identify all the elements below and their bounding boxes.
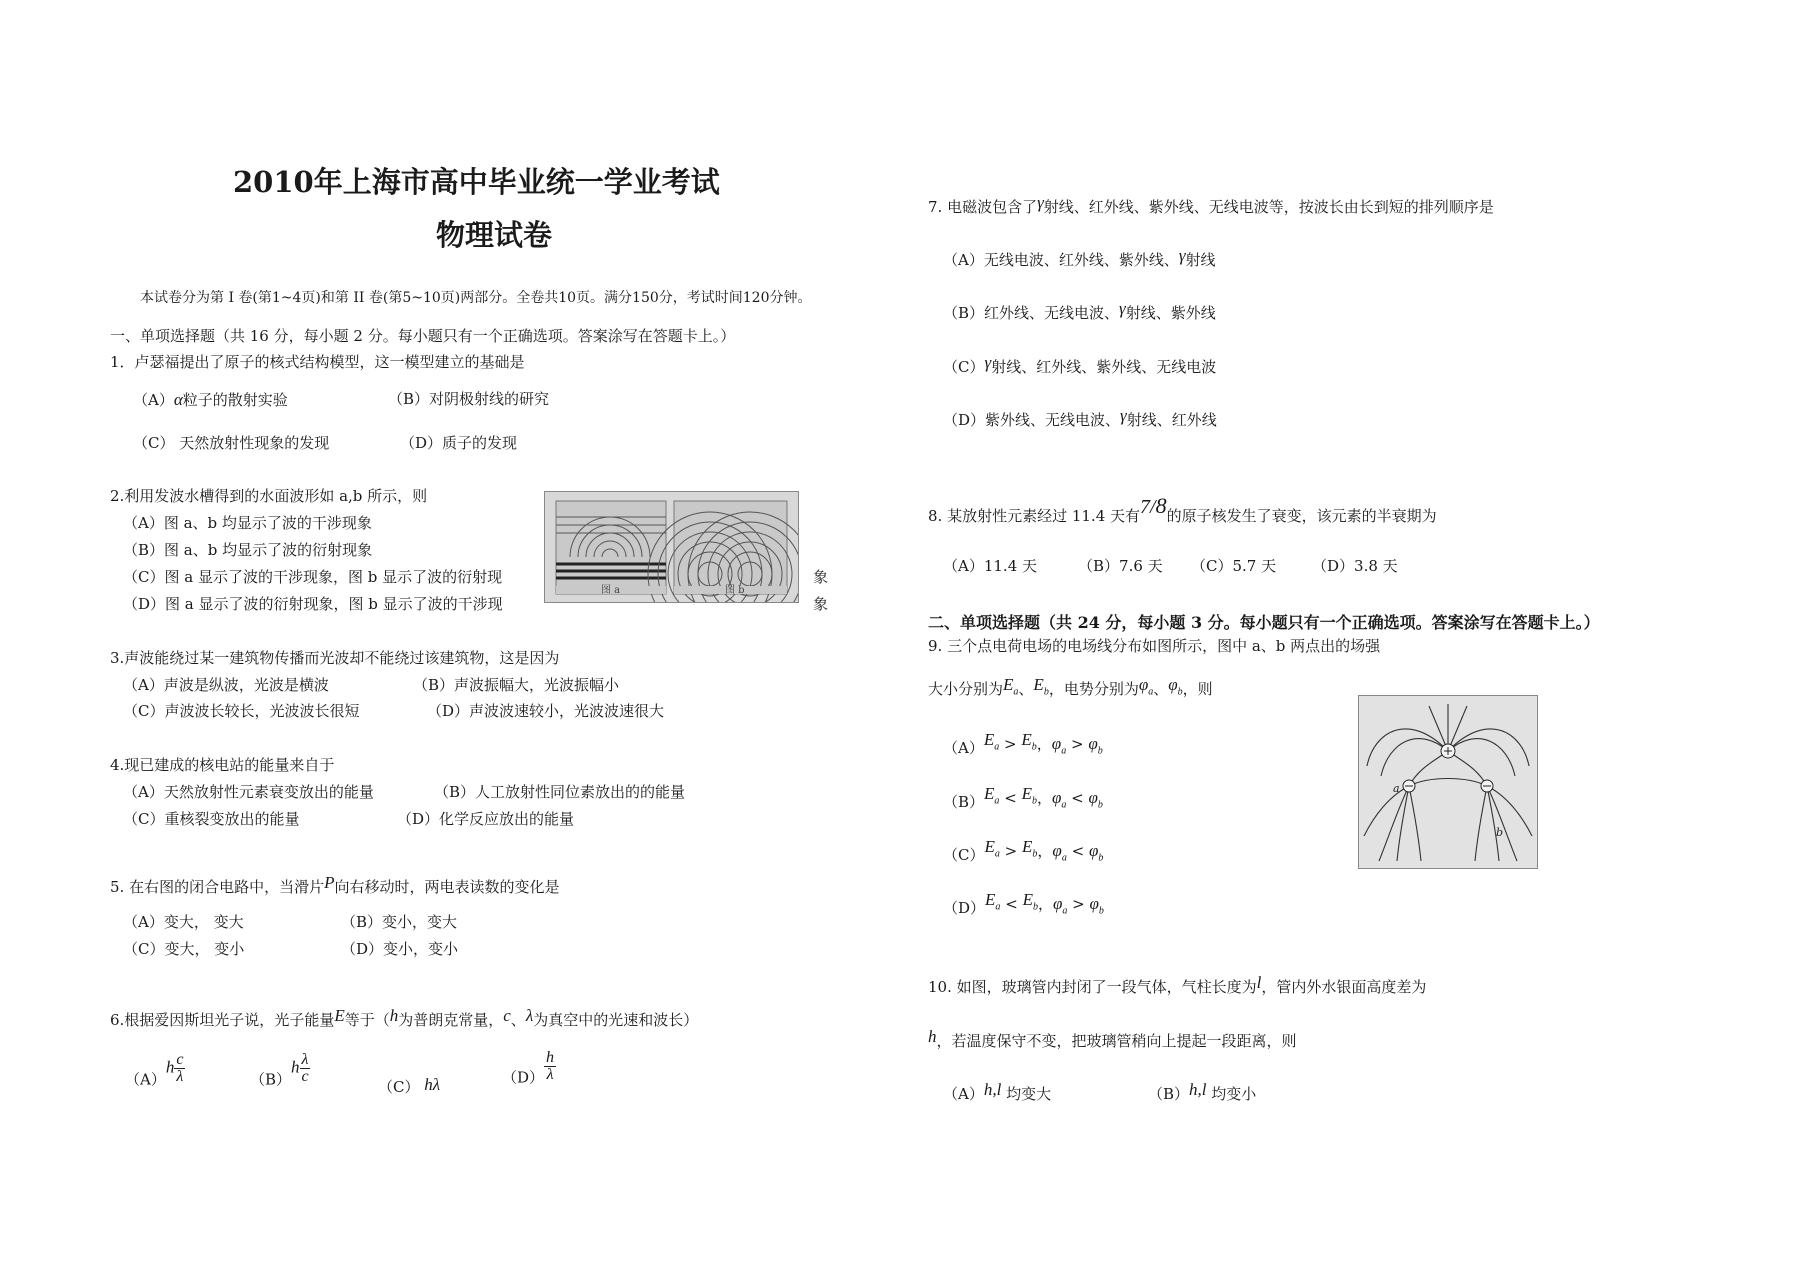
q9-ea: $E_a$ (1003, 675, 1019, 698)
q2-option-c: （C）图 a 显示了波的干涉现象，图 b 显示了波的衍射现 (123, 568, 503, 586)
exam-subtitle: 物理试卷 (436, 218, 553, 252)
q6-c-expr: hλ (424, 1075, 441, 1094)
q10-b-label: （B） (1148, 1085, 1190, 1103)
h-symbol: h (928, 1027, 937, 1046)
e-symbol: E (334, 1006, 345, 1025)
q4-option-c: （C）重核裂变放出的能量 (123, 810, 300, 828)
q1-option-c: （C） 天然放射性现象的发现 (133, 434, 330, 452)
q3-option-d: （D）声波波速较小，光波波速很大 (427, 702, 665, 720)
q1-option-a-label: （A） (133, 391, 174, 409)
q7-b-pre: （B）红外线、无线电波、 (943, 304, 1120, 322)
q7-d-post: 射线、红外线 (1126, 411, 1217, 429)
q10-stem1-pre: 10. 如图，玻璃管内封闭了一段气体，气柱长度为 (928, 978, 1257, 996)
h-symbol: h (389, 1006, 399, 1025)
q6-d-den: λ (546, 1066, 554, 1083)
q7-d-pre: （D）紫外线、无线电波、 (943, 411, 1121, 429)
q7-option-b (943, 299, 1216, 323)
q2-option-a: （A）图 a、b 均显示了波的干涉现象 (123, 514, 372, 532)
q9-option-a: $(A)E_a > E_b$，$\varphi_a > \varphi_b$ (943, 730, 1103, 757)
q2-option-d-tail: 象 (813, 595, 829, 613)
q4-option-a: （A）天然放射性元素衰变放出的能量 (123, 783, 374, 801)
q6-stem-post: 为真空中的光速和波长） (533, 1011, 699, 1029)
q7-a-post: 射线 (1185, 251, 1216, 269)
q2-fig-a-label: 图 a (601, 585, 621, 596)
q9-stem2-mid: ，电势分别为 (1048, 680, 1139, 698)
q8-fraction: 7/8 (1140, 493, 1167, 518)
q6-b-h: h (291, 1057, 300, 1077)
q1-option-a (133, 390, 288, 410)
q10-stem-line1 (928, 973, 1426, 997)
q2-stem: 2.利用发波水槽得到的水面波形如 a,b 所示，则 (110, 487, 428, 505)
exam-title: 2010年上海市高中毕业统一学业考试 (233, 165, 720, 199)
q9-field-figure-svg (1359, 696, 1537, 868)
q9-phib: $\varphi_b$ (1168, 675, 1183, 698)
gamma-symbol: γ (984, 353, 992, 372)
q6-stem-mid2: 为普朗克常量， (398, 1011, 504, 1029)
q7-stem (928, 193, 1494, 217)
q6-option-b (250, 1052, 310, 1090)
q3-option-c: （C）声波波长较长，光波波长很短 (123, 702, 360, 720)
q9-stem-line2 (928, 675, 1213, 701)
alpha-symbol: α (173, 390, 183, 409)
q10-stem1-post: ，管内外水银面高度差为 (1261, 978, 1427, 996)
q8-option-c: （C）5.7 天 (1191, 557, 1277, 575)
q7-option-c (943, 353, 1216, 377)
q10-option-a (943, 1080, 1051, 1104)
q6-option-d-label: （D） (502, 1068, 545, 1087)
q10-a-text: 均变大 (1006, 1085, 1052, 1103)
q4-option-b: （B）人工放射性同位素放出的的能量 (434, 783, 686, 801)
q4-option-d: （D）化学反应放出的能量 (397, 810, 575, 828)
q9-stem2-pre: 大小分别为 (928, 680, 1004, 698)
q9-option-c: $(C)E_a > E_b$，$\varphi_a < \varphi_b$ (943, 837, 1104, 864)
q7-option-d (943, 406, 1217, 430)
q2-option-c-tail: 象 (813, 568, 829, 586)
q8-option-a: （A）11.4 天 (943, 557, 1037, 575)
section2-heading: 二、单项选择题（共 24 分，每小题 3 分。每小题只有一个正确选项。答案涂写在答题卡上。） (928, 613, 1600, 632)
q7-c-post: 射线、红外线、紫外线、无线电波 (991, 358, 1217, 376)
q1-option-d: （D）质子的发现 (400, 434, 518, 452)
q3-stem: 3.声波能绕过某一建筑物传播而光波却不能绕过该建筑物，这是因为 (110, 649, 560, 667)
q9-field-figure (1358, 695, 1538, 869)
q2-wave-figure (544, 491, 799, 603)
q5-option-c: （C）变大， 变小 (123, 940, 245, 958)
gamma-symbol: γ (1119, 299, 1126, 318)
q6-d-num: h (546, 1049, 555, 1066)
q10-a-label: （A） (943, 1085, 984, 1103)
q6-option-a (125, 1052, 185, 1090)
q5-option-b: （B）变小，变大 (341, 913, 458, 931)
q7-a-pre: （A）无线电波、红外线、紫外线、 (943, 251, 1179, 269)
q6-option-a-label: （A） (125, 1070, 166, 1089)
p-symbol: P (324, 873, 335, 892)
q8-stem (928, 493, 1437, 526)
gamma-symbol: γ (1178, 246, 1186, 265)
q8-stem-pre: 8. 某放射性元素经过 11.4 天有 (928, 507, 1141, 525)
q6-a-fraction (174, 1052, 185, 1085)
q5-stem (110, 873, 560, 897)
q1-stem: 1．卢瑟福提出了原子的核式结构模型，这一模型建立的基础是 (110, 353, 525, 371)
q5-option-d: （D）变小，变小 (341, 940, 459, 958)
q10-b-sym: h,l (1189, 1080, 1207, 1099)
q6-option-c-label: （C） (378, 1078, 420, 1096)
q9-option-d: $(D)E_a < E_b$，$\varphi_a > \varphi_b$ (943, 890, 1104, 917)
q10-option-b (1148, 1080, 1256, 1104)
q10-b-text: 均变小 (1211, 1085, 1257, 1103)
q6-a-num: c (176, 1051, 184, 1068)
q8-option-b: （B）7.6 天 (1078, 557, 1163, 575)
q6-b-num: λ (301, 1051, 309, 1068)
section1-heading: 一、单项选择题（共 16 分，每小题 2 分。每小题只有一个正确选项。答案涂写在答题卡上。） (110, 327, 736, 345)
q8-frac-den: 8 (1155, 493, 1167, 518)
q7-c-pre: （C） (943, 358, 985, 376)
gamma-symbol: γ (1120, 406, 1127, 425)
q2-option-d: （D）图 a 显示了波的衍射现象，图 b 显示了波的干涉现 (123, 595, 503, 613)
q4-stem: 4.现已建成的核电站的能量来自于 (110, 756, 335, 774)
q8-stem-post: 的原子核发生了衰变，该元素的半衰期为 (1166, 507, 1437, 525)
q9-stem-line1: 9. 三个点电荷电场的电场线分布如图所示，图中 a、b 两点出的场强 (928, 637, 1381, 655)
q5-stem-pre: 5. 在右图的闭合电路中，当滑片 (110, 878, 325, 896)
q10-stem-line2 (928, 1027, 1297, 1051)
q5-stem-post: 向右移动时，两电表读数的变化是 (334, 878, 560, 896)
q2-option-b: （B）图 a、b 均显示了波的衍射现象 (123, 541, 373, 559)
q8-option-d: （D）3.8 天 (1312, 557, 1398, 575)
q6-sym-sep: 、 (510, 1011, 526, 1029)
q9-sep2: 、 (1153, 680, 1169, 698)
q6-option-c (378, 1075, 440, 1097)
q9-eb: $E_b$ (1033, 675, 1049, 698)
q7-stem-post: 射线、红外线、紫外线、无线电波等，按波长由长到短的排列顺序是 (1043, 198, 1494, 216)
q2-wave-figure-svg (545, 492, 798, 602)
q9-sep1: 、 (1018, 680, 1034, 698)
q7-stem-pre: 7. 电磁波包含了 (928, 198, 1038, 216)
exam-intro: 本试卷分为第 I 卷(第1~4页)和第 II 卷(第5~10页)两部分。全卷共10页。满分150分，考试时间120分钟。 (140, 290, 812, 306)
q7-option-a (943, 246, 1216, 270)
q9-fig-label-b: b (1496, 826, 1504, 839)
q9-option-b: $(B)E_a < E_b$，$\varphi_a < \varphi_b$ (943, 784, 1103, 811)
q6-d-fraction (544, 1050, 556, 1083)
q6-b-fraction (300, 1052, 311, 1085)
q6-a-h: h (165, 1057, 175, 1077)
q6-option-b-label: （B） (250, 1070, 292, 1089)
q1-option-b: （B）对阴极射线的研究 (388, 390, 550, 408)
c-symbol: c (503, 1006, 511, 1025)
q6-stem-mid1: 等于（ (344, 1011, 390, 1029)
q6-b-den: c (301, 1068, 309, 1085)
q9-stem2-post: ，则 (1182, 680, 1213, 698)
q6-a-den: λ (176, 1068, 184, 1085)
q8-frac-num: 7 (1140, 496, 1151, 518)
q3-option-b: （B）声波振幅大，光波振幅小 (413, 676, 620, 694)
q10-stem2: ，若温度保守不变，把玻璃管稍向上提起一段距离，则 (936, 1032, 1297, 1050)
q2-fig-b-label: 图 b (725, 585, 745, 596)
q3-option-a: （A）声波是纵波，光波是横波 (123, 676, 329, 694)
q7-b-post: 射线、紫外线 (1125, 304, 1216, 322)
q5-option-a: （A）变大， 变大 (123, 913, 244, 931)
l-symbol: l (1256, 973, 1262, 992)
q9-phia: $\varphi_a$ (1138, 675, 1154, 698)
q1-option-a-text: 粒子的散射实验 (182, 391, 288, 409)
q9-fig-label-a: a (1393, 782, 1400, 795)
q6-option-d (502, 1050, 556, 1088)
q6-stem-pre: 6.根据爱因斯坦光子说，光子能量 (110, 1011, 335, 1029)
lambda-symbol: λ (525, 1006, 534, 1025)
q6-stem (110, 1006, 698, 1030)
gamma-symbol: γ (1037, 193, 1044, 212)
q10-a-sym: h,l (983, 1080, 1002, 1099)
